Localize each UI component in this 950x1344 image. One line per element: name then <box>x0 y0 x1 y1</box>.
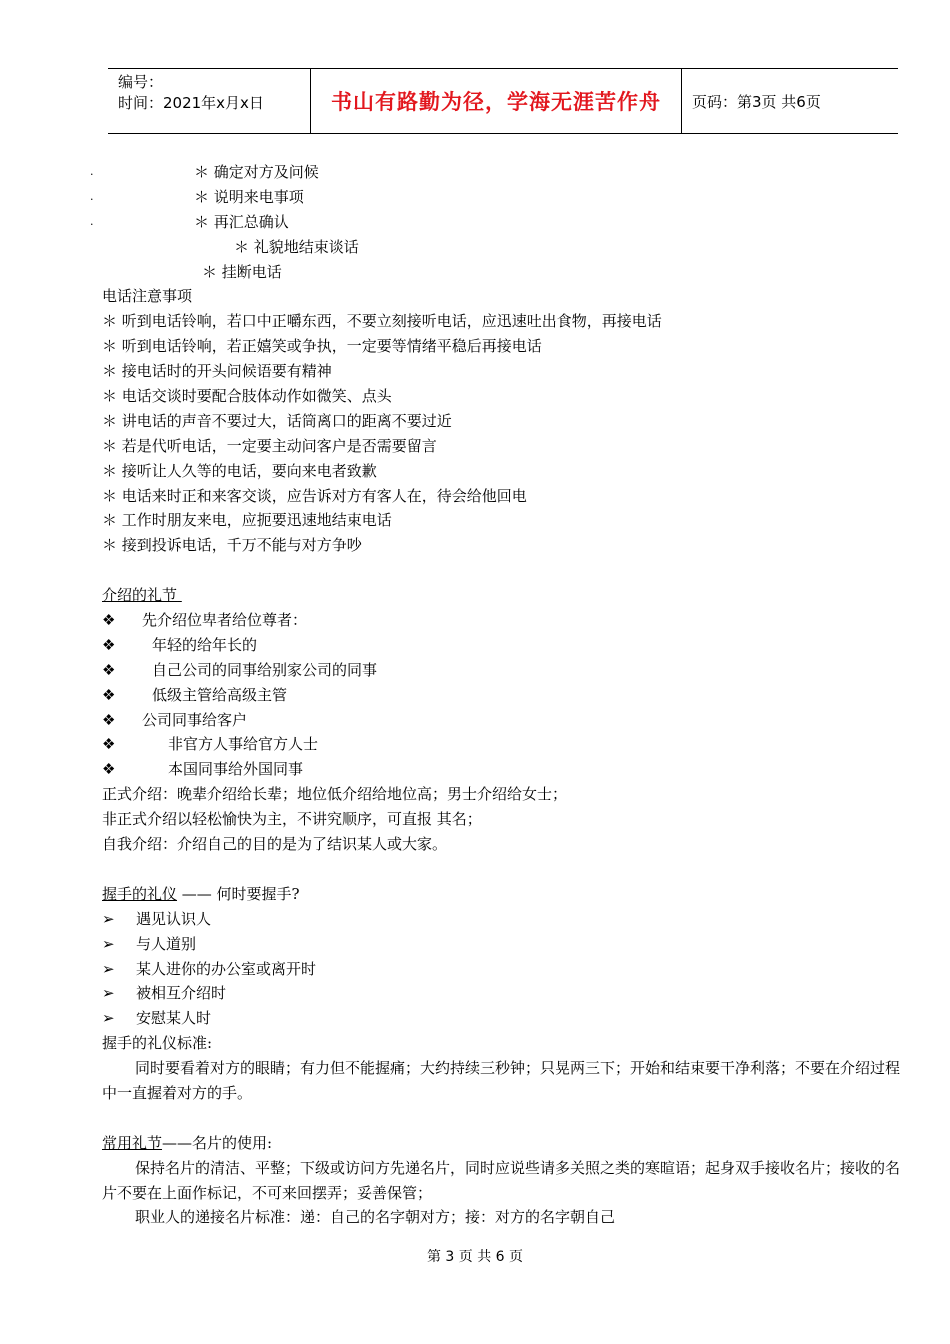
step-item: ＊ 挂断电话 <box>202 262 282 281</box>
intro-item: ❖ 公司同事给客户 <box>102 708 910 733</box>
phone-note: ＊ 听到电话铃响，若口中正嚼东西，不要立刻接听电话，应迅速吐出食物，再接电话 <box>102 312 662 331</box>
card-section-title: 常用礼节——名片的使用: <box>102 1133 273 1152</box>
intro-section-title: 介绍的礼节 <box>102 586 178 605</box>
arrow-bullet-icon: ➢ <box>102 934 115 953</box>
phone-note: ＊ 接听让人久等的电话，要向来电者致歉 <box>102 461 377 480</box>
diamond-bullet-icon: ❖ <box>102 660 116 679</box>
phone-note: ＊ 接到投诉电话，千万不能与对方争吵 <box>102 536 362 555</box>
diamond-bullet-icon: ❖ <box>102 685 116 704</box>
diamond-bullet-icon: ❖ <box>102 710 116 729</box>
phone-notes-title: 电话注意事项 <box>102 287 193 306</box>
step-item: . ＊ 确定对方及问候 <box>102 160 910 185</box>
self-intro: 自我介绍：介绍自己的目的是为了结识某人或大家。 <box>102 835 448 854</box>
intro-item: ❖ 非官方人事给官方人士 <box>102 732 910 757</box>
card-paragraph: 保持名片的清洁、平整；下级或访问方先递名片，同时应说些请多关照之类的寒暄语；起身双手接收名片；接收的名片不要在上面作标记，不可来回摆弄；妥善保管； <box>102 1158 901 1202</box>
phone-note: ＊ 电话交谈时要配合肢体动作如微笑、点头 <box>102 387 392 406</box>
bullet-dot: . <box>90 165 94 178</box>
page-footer: 第 3 页 共 6 页 <box>426 1249 524 1265</box>
phone-note: ＊ 听到电话铃响，若正嬉笑或争执，一定要等情绪平稳后再接电话 <box>102 337 542 356</box>
spacer <box>102 558 910 583</box>
header-right-cell <box>682 69 898 133</box>
spacer <box>102 857 910 882</box>
step-item: . ＊ 说明来电事项 <box>102 185 910 210</box>
intro-item: ❖ 自己公司的同事给别家公司的同事 <box>102 658 910 683</box>
motto: 书山有路勤为径，学海无涯苦作舟 <box>331 90 661 114</box>
handshake-standard-text: 同时要看着对方的眼睛；有力但不能握痛；大约持续三秒钟；只晃两三下；开始和结束要干净利落；不要在介绍过程中一直握着对方的手。 <box>102 1059 901 1102</box>
diamond-bullet-icon: ❖ <box>102 735 116 754</box>
informal-intro: 非正式介绍以轻松愉快为主，不讲究顺序，可直报 其名； <box>102 810 482 829</box>
arrow-bullet-icon: ➢ <box>102 959 115 978</box>
phone-note: ＊ 接电话时的开头问候语要有精神 <box>102 362 332 381</box>
intro-item: ❖ 年轻的给年长的 <box>102 633 910 658</box>
intro-item: ❖ 本国同事给外国同事 <box>102 757 910 782</box>
header-middle-cell <box>310 69 682 133</box>
bullet-dot: . <box>90 189 94 203</box>
phone-note: ＊ 若是代听电话，一定要主动问客户是否需要留言 <box>102 436 437 455</box>
intro-item: ❖ 先介绍位卑者给位尊者： <box>102 608 910 633</box>
arrow-bullet-icon: ➢ <box>102 909 115 928</box>
spacer <box>102 1106 910 1131</box>
phone-note: ＊ 工作时朋友来电，应扼要迅速地结束电话 <box>102 511 392 530</box>
diamond-bullet-icon: ❖ <box>102 611 116 630</box>
intro-item: ❖ 低级主管给高级主管 <box>102 683 910 708</box>
arrow-bullet-icon: ➢ <box>102 984 115 1003</box>
header-table <box>108 68 898 134</box>
handshake-item: ➢ 被相互介绍时 <box>102 981 910 1006</box>
formal-intro: 正式介绍：晚辈介绍给长辈；地位低介绍给地位高；男士介绍给女士； <box>102 785 568 804</box>
handshake-item: ➢ 遇见认识人 <box>102 907 910 932</box>
step-item: ＊ 礼貌地结束谈话 <box>234 237 359 256</box>
step-item: . ＊ 再汇总确认 <box>102 210 910 235</box>
card-paragraph: 职业人的递接名片标准：递：自己的名字朝对方；接：对方的名字朝自己 <box>135 1208 616 1227</box>
phone-note: ＊ 讲电话的声音不要过大，话筒离口的距离不要过近 <box>102 411 452 430</box>
document-body <box>90 160 910 1230</box>
date-label: 时间：2021年x月x日 <box>118 94 264 112</box>
phone-note: ＊ 电话来时正和来客交谈，应告诉对方有客人在，待会给他回电 <box>102 486 527 505</box>
number-label: 编号： <box>118 73 164 91</box>
handshake-item: ➢ 与人道别 <box>102 932 910 957</box>
card-title-rest: ——名片的使用: <box>162 1133 273 1152</box>
header-left-cell <box>108 69 310 133</box>
handshake-item: ➢ 某人进你的办公室或离开时 <box>102 957 910 982</box>
handshake-section-title: 握手的礼仪 —— 何时要握手? <box>102 884 300 903</box>
bullet-dot: . <box>90 214 94 228</box>
arrow-bullet-icon: ➢ <box>102 1009 115 1028</box>
diamond-bullet-icon: ❖ <box>102 760 116 779</box>
diamond-bullet-icon: ❖ <box>102 635 116 654</box>
handshake-item: ➢ 安慰某人时 <box>102 1006 910 1031</box>
handshake-standard-label: 握手的礼仪标准: <box>102 1034 213 1053</box>
page-label: 页码：第3页 共6页 <box>692 92 821 111</box>
